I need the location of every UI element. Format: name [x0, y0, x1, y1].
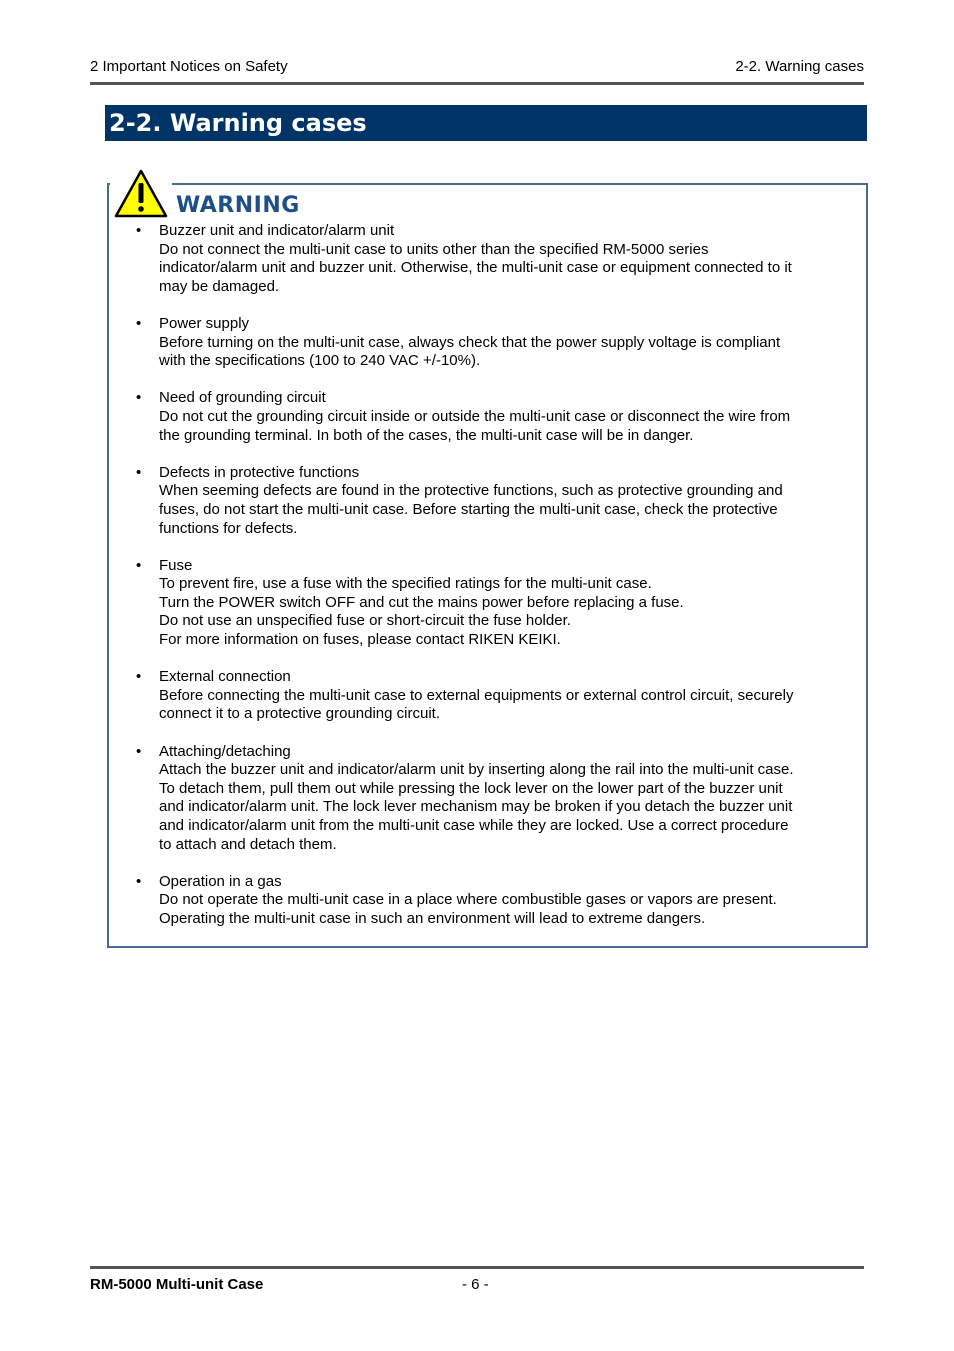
warning-item — [0, 464, 954, 538]
bullet-icon: • — [136, 556, 142, 574]
warning-item-line: and indicator/alarm unit from the multi-unit case while they are locked. Use a correct procedure — [159, 817, 789, 834]
warning-item-body — [159, 408, 849, 445]
warning-item-title: Defects in protective functions — [159, 463, 360, 481]
warning-item-title: Need of grounding circuit — [159, 389, 326, 407]
bullet-icon: • — [136, 389, 142, 407]
bullet-icon: • — [136, 463, 142, 481]
page-number: - 6 - — [462, 1276, 489, 1293]
warning-item — [0, 668, 954, 724]
footer-rule — [90, 1266, 864, 1269]
warning-item-line: with the specifications (100 to 240 VAC +/-10%). — [159, 352, 481, 370]
warning-item-line: Do not cut the grounding circuit inside or outside the multi-unit case or disconnect the wire from — [159, 407, 791, 425]
warning-item-line: functions for defects. — [159, 519, 298, 537]
warning-item-line: Attach the buzzer unit and indicator/alarm unit by inserting along the rail into the multi-unit case. — [159, 761, 794, 779]
warning-item-body — [159, 575, 849, 649]
warning-item-line: to attach and detach them. — [159, 835, 337, 853]
warning-item — [0, 873, 954, 929]
header-section: 2-2. Warning cases — [735, 58, 864, 75]
warning-item-line: connect it to a protective grounding circuit. — [159, 705, 440, 723]
bullet-icon: • — [136, 314, 142, 332]
warning-item-line: To prevent fire, use a fuse with the specified ratings for the multi-unit case. — [159, 575, 652, 593]
warning-item — [0, 315, 954, 371]
warning-item-line: Do not operate the multi-unit case in a place where combustible gases or vapors are present. — [159, 891, 777, 909]
bullet-icon: • — [136, 742, 142, 760]
warning-item — [0, 557, 954, 650]
warning-item — [0, 222, 954, 296]
warning-item-title: Power supply — [159, 314, 250, 332]
section-title: 2-2. Warning cases — [109, 109, 367, 137]
header-rule — [90, 82, 864, 85]
warning-item-body — [159, 761, 849, 854]
warning-item-body — [159, 241, 849, 297]
warning-label: WARNING — [176, 193, 300, 218]
warning-item-body — [159, 482, 849, 538]
warning-item — [0, 743, 954, 855]
warning-item-body — [159, 687, 849, 724]
warning-item-body — [159, 334, 849, 371]
warning-item-line: Turn the POWER switch OFF and cut the mains power before replacing a fuse. — [159, 593, 684, 611]
warning-item-line: and indicator/alarm unit. The lock lever mechanism may be broken if you detach the buzzer unit — [159, 798, 793, 816]
warning-item-line: For more information on fuses, please contact RIKEN KEIKI. — [159, 631, 561, 649]
warning-item-line: Operating the multi-unit case in such an environment will lead to extreme dangers. — [159, 909, 706, 927]
warning-item-title: Buzzer unit and indicator/alarm unit — [159, 222, 395, 239]
warning-item-line: Do not connect the multi-unit case to units other than the specified RM-5000 series — [159, 240, 709, 258]
warning-item-title: Fuse — [159, 556, 193, 574]
warning-triangle-icon — [113, 168, 169, 220]
bullet-icon: • — [136, 222, 142, 239]
bullet-icon: • — [136, 668, 142, 686]
footer-product: RM-5000 Multi-unit Case — [90, 1276, 264, 1293]
warning-item-line: may be damaged. — [159, 277, 280, 295]
header-chapter: 2 Important Notices on Safety — [90, 58, 288, 75]
warning-item-line: the grounding terminal. In both of the cases, the multi-unit case will be in danger. — [159, 426, 694, 444]
warning-item-body — [159, 891, 849, 928]
warning-item-title: External connection — [159, 668, 291, 686]
warning-item-line: To detach them, pull them out while pressing the lock lever on the lower part of the buzzer unit — [159, 779, 783, 797]
warning-item-line: indicator/alarm unit and buzzer unit. Otherwise, the multi-unit case or equipment connected to it — [159, 259, 792, 277]
bullet-icon: • — [136, 872, 142, 890]
warning-item-line: When seeming defects are found in the protective functions, such as protective grounding and — [159, 482, 783, 500]
warning-list — [0, 222, 954, 947]
warning-item-line: Before turning on the multi-unit case, always check that the power supply voltage is compliant — [159, 333, 781, 351]
warning-item — [0, 389, 954, 445]
warning-item-title: Operation in a gas — [159, 872, 282, 890]
warning-item-title: Attaching/detaching — [159, 742, 291, 760]
warning-item-line: Do not use an unspecified fuse or short-circuit the fuse holder. — [159, 612, 571, 630]
warning-item-line: fuses, do not start the multi-unit case. Before starting the multi-unit case, check the protective — [159, 500, 778, 518]
section-title-bar — [105, 105, 867, 141]
warning-item-line: Before connecting the multi-unit case to external equipments or external control circuit, securely — [159, 686, 794, 704]
